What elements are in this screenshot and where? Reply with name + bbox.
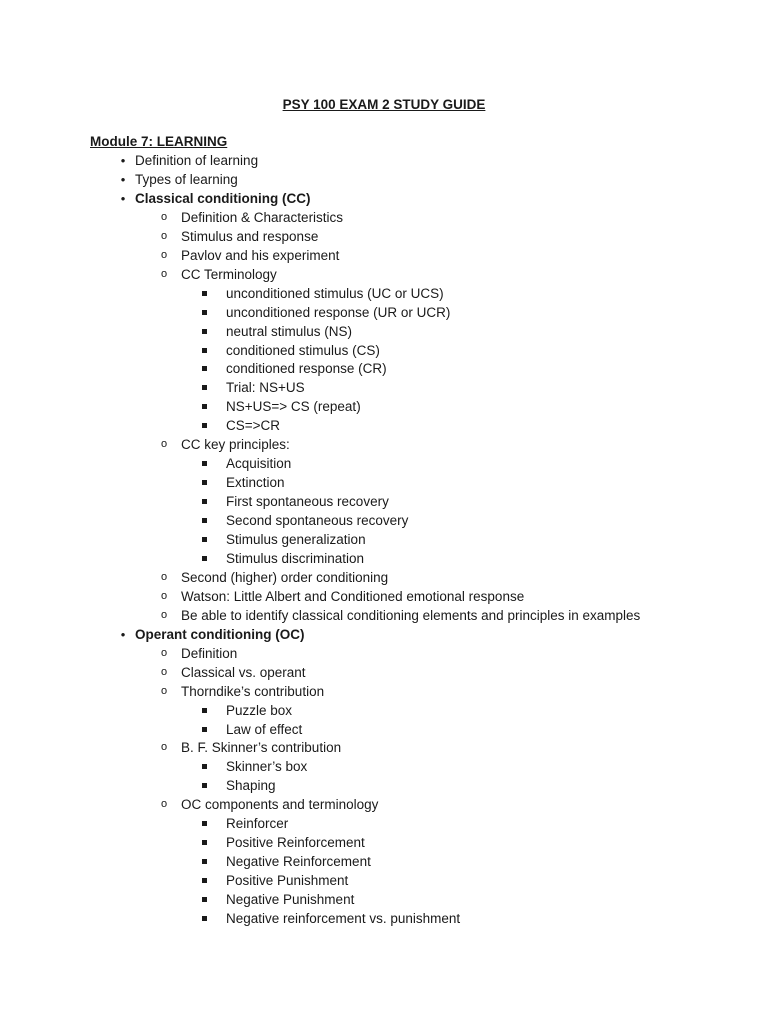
outline-item-text: CS=>CR [226, 418, 281, 434]
outline-item-text: Classical vs. operant [181, 664, 306, 680]
outline-item-text: Reinforcer [226, 816, 289, 832]
outline-item-text: Negative Reinforcement [226, 854, 371, 870]
outline-item-text: Positive Reinforcement [226, 835, 365, 851]
outline-item-text: Second spontaneous recovery [226, 513, 409, 529]
bullet-icon: • [120, 190, 126, 206]
outline-item-text: conditioned response (CR) [226, 361, 387, 377]
square-bullet-icon [202, 878, 212, 897]
outline-item-text: Negative reinforcement vs. punishment [226, 911, 461, 926]
circle-bullet-icon: o [160, 210, 168, 223]
outline-item-text: Types of learning [135, 171, 238, 187]
outline-item-text: Definition & Characteristics [181, 209, 344, 225]
outline-item-text: CC key principles: [181, 437, 290, 453]
square-bullet-icon [202, 764, 212, 783]
square-bullet-icon [202, 897, 212, 916]
outline-item-text: Extinction [226, 475, 285, 491]
square-bullet-icon [202, 385, 212, 404]
square-bullet-icon [202, 480, 212, 499]
square-bullet-icon [202, 329, 212, 348]
outline-item-text: Negative Punishment [226, 892, 355, 908]
outline-item-text: B. F. Skinner’s contribution [181, 740, 342, 756]
circle-bullet-icon: o [160, 665, 168, 678]
outline-item-text: unconditioned stimulus (UC or UCS) [226, 285, 444, 301]
square-bullet-icon [202, 821, 212, 840]
outline-item-text: Shaping [226, 778, 276, 794]
outline-item-text: Stimulus discrimination [226, 550, 365, 566]
square-bullet-icon [202, 310, 212, 329]
outline-item-text: Definition [181, 645, 238, 661]
circle-bullet-icon: o [160, 589, 168, 602]
outline-item-text: Pavlov and his experiment [181, 247, 340, 263]
outline-item-text: Law of effect [226, 721, 303, 737]
outline-item-text: neutral stimulus (NS) [226, 323, 353, 339]
circle-bullet-icon: o [160, 684, 168, 697]
outline-item-text: Operant conditioning (OC) [135, 626, 305, 642]
module-heading: Module 7: LEARNING [90, 134, 228, 149]
square-bullet-icon [202, 348, 212, 367]
bullet-icon: • [120, 626, 126, 642]
outline-item-text: Trial: NS+US [226, 380, 305, 396]
outline-item-text: Definition of learning [135, 153, 259, 168]
outline-item-text: Be able to identify classical conditioning elements and principles in examples [181, 607, 641, 623]
bullet-icon: • [120, 171, 126, 187]
square-bullet-icon [202, 916, 212, 935]
outline-item-text: Puzzle box [226, 702, 293, 718]
bullet-icon: • [120, 153, 126, 168]
outline-item-text: First spontaneous recovery [226, 494, 389, 510]
square-bullet-icon [202, 537, 212, 556]
document-title: PSY 100 EXAM 2 STUDY GUIDE [282, 97, 486, 112]
circle-bullet-icon: o [160, 248, 168, 261]
square-bullet-icon [202, 461, 212, 480]
circle-bullet-icon: o [160, 570, 168, 583]
outline-item-text: CC Terminology [181, 266, 277, 282]
square-bullet-icon [202, 366, 212, 385]
outline-item-text: unconditioned response (UR or UCR) [226, 304, 451, 320]
outline-item-text: Stimulus generalization [226, 532, 366, 547]
outline-item-text: OC components and terminology [181, 797, 379, 813]
circle-bullet-icon: o [160, 438, 168, 451]
circle-bullet-icon: o [160, 646, 168, 659]
outline-item-text: Stimulus and response [181, 228, 319, 244]
circle-bullet-icon: o [160, 229, 168, 242]
outline-item-text: Thorndike’s contribution [181, 683, 325, 699]
outline-item-text: Watson: Little Albert and Conditioned emotional response [181, 588, 525, 604]
circle-bullet-icon: o [160, 741, 168, 754]
square-bullet-icon [202, 708, 212, 727]
square-bullet-icon [202, 291, 212, 310]
outline-item-text: Classical conditioning (CC) [135, 190, 311, 206]
outline-item-text: Second (higher) order conditioning [181, 569, 389, 585]
circle-bullet-icon: o [160, 267, 168, 280]
square-bullet-icon [202, 859, 212, 878]
outline-item-text: NS+US=> CS (repeat) [226, 399, 361, 415]
outline-item-text: Skinner’s box [226, 759, 308, 775]
outline-item-text: Acquisition [226, 456, 292, 472]
square-bullet-icon [202, 518, 212, 537]
square-bullet-icon [202, 840, 212, 859]
outline-item-text: conditioned stimulus (CS) [226, 342, 380, 358]
circle-bullet-icon: o [160, 608, 168, 621]
outline-item-text: Positive Punishment [226, 873, 349, 889]
square-bullet-icon [202, 404, 212, 423]
circle-bullet-icon: o [160, 798, 168, 811]
square-bullet-icon [202, 499, 212, 518]
